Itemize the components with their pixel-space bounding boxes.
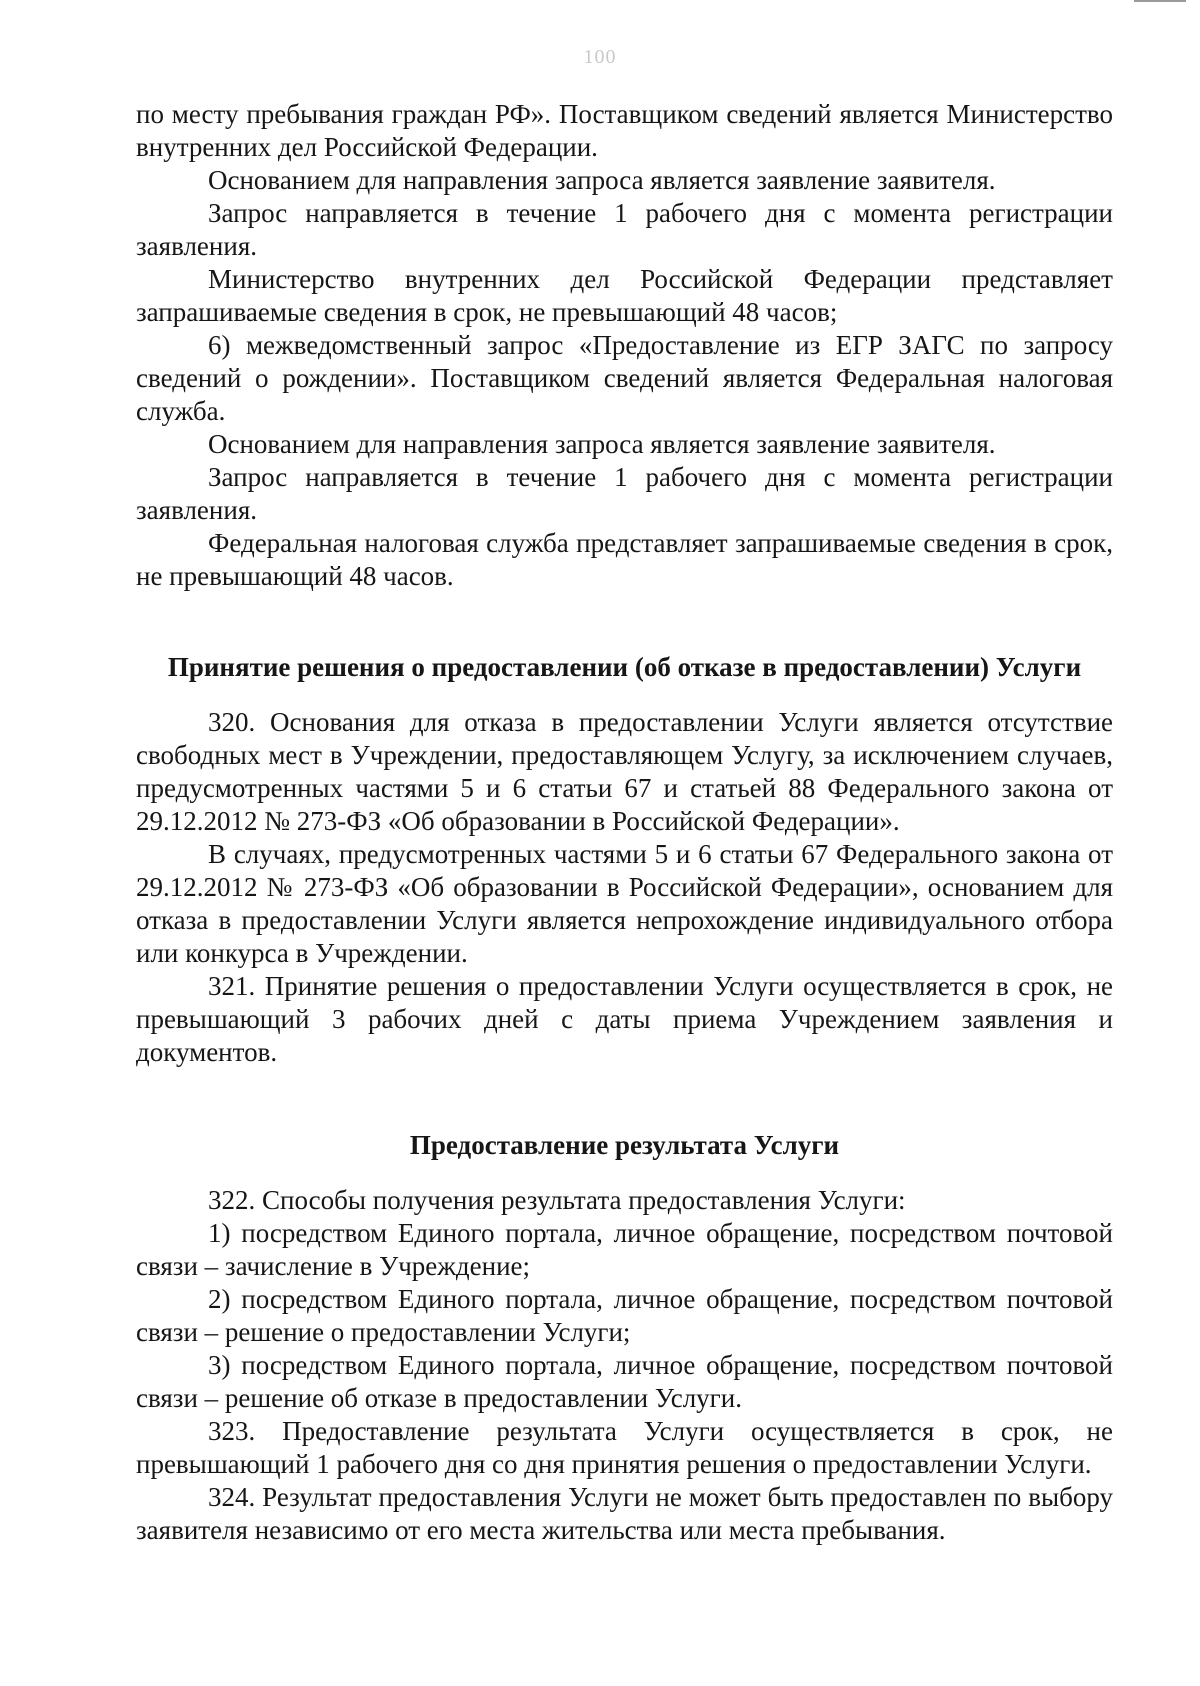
- scan-edge-mark: [1134, 0, 1186, 2]
- section-heading-result: Предоставление результата Услуги: [409, 1130, 840, 1160]
- paragraph: Основанием для направления запроса является заявление заявителя.: [208, 429, 996, 459]
- paragraph: 6) межведомственный запрос «Предоставление из ЕГР ЗАГС по запросу сведений о рождении». Поставщиком сведений является Федеральная налоговая служба.: [136, 330, 1113, 426]
- list-item: 1) посредством Единого портала, личное обращение, посредством почтовой связи – зачисление в Учреждение;: [136, 1218, 1113, 1281]
- paragraph: Министерство внутренних дел Российской Федерации представляет запрашиваемые сведения в срок, не превышающий 48 часов;: [136, 264, 1113, 327]
- paragraph: 324. Результат предоставления Услуги не может быть предоставлен по выбору заявителя независимо от его места жительства или места пребывания.: [136, 1482, 1113, 1545]
- paragraph: по месту пребывания граждан РФ». Поставщиком сведений является Министерство внутренних дел Российской Федерации.: [136, 99, 1113, 162]
- paragraph: 322. Способы получения результата предоставления Услуги:: [208, 1185, 906, 1215]
- paragraph: Запрос направляется в течение 1 рабочего дня с момента регистрации заявления.: [136, 198, 1113, 261]
- paragraph: Основанием для направления запроса является заявление заявителя.: [208, 165, 996, 195]
- paragraph: 320. Основания для отказа в предоставлении Услуги является отсутствие свободных мест в Учреждении, предоставляющем Услугу, за исключением случаев, предусмотренных частями 5 и 6 статьи 67 и статьей 88 Федерального закона от 29.12.2012 № 273-ФЗ «Об образовании в Российской Федерации».: [136, 707, 1113, 836]
- section-heading-decision: Принятие решения о предоставлении (об отказе в предоставлении) Услуги: [167, 652, 1082, 682]
- paragraph: 323. Предоставление результата Услуги осуществляется в срок, не превышающий 1 рабочего дня со дня принятия решения о предоставлении Услуги.: [136, 1416, 1113, 1479]
- paragraph: В случаях, предусмотренных частями 5 и 6 статьи 67 Федерального закона от 29.12.2012 № 273-ФЗ «Об образовании в Российской Федерации», основанием для отказа в предоставлении Услуги является непрохождение индивидуального отбора или конкурса в Учреждении.: [136, 839, 1113, 968]
- paragraph: 321. Принятие решения о предоставлении Услуги осуществляется в срок, не превышающий 3 рабочих дней с даты приема Учреждением заявления и документов.: [136, 971, 1113, 1067]
- paragraph: Федеральная налоговая служба представляет запрашиваемые сведения в срок, не превышающий 48 часов.: [136, 528, 1113, 591]
- page-number: 100: [583, 46, 617, 68]
- list-item: 3) посредством Единого портала, личное обращение, посредством почтовой связи – решение об отказе в предоставлении Услуги.: [136, 1350, 1113, 1413]
- paragraph: Запрос направляется в течение 1 рабочего дня с момента регистрации заявления.: [136, 462, 1113, 525]
- list-item: 2) посредством Единого портала, личное обращение, посредством почтовой связи – решение о предоставлении Услуги;: [136, 1284, 1113, 1347]
- document-body: [136, 98, 1113, 1547]
